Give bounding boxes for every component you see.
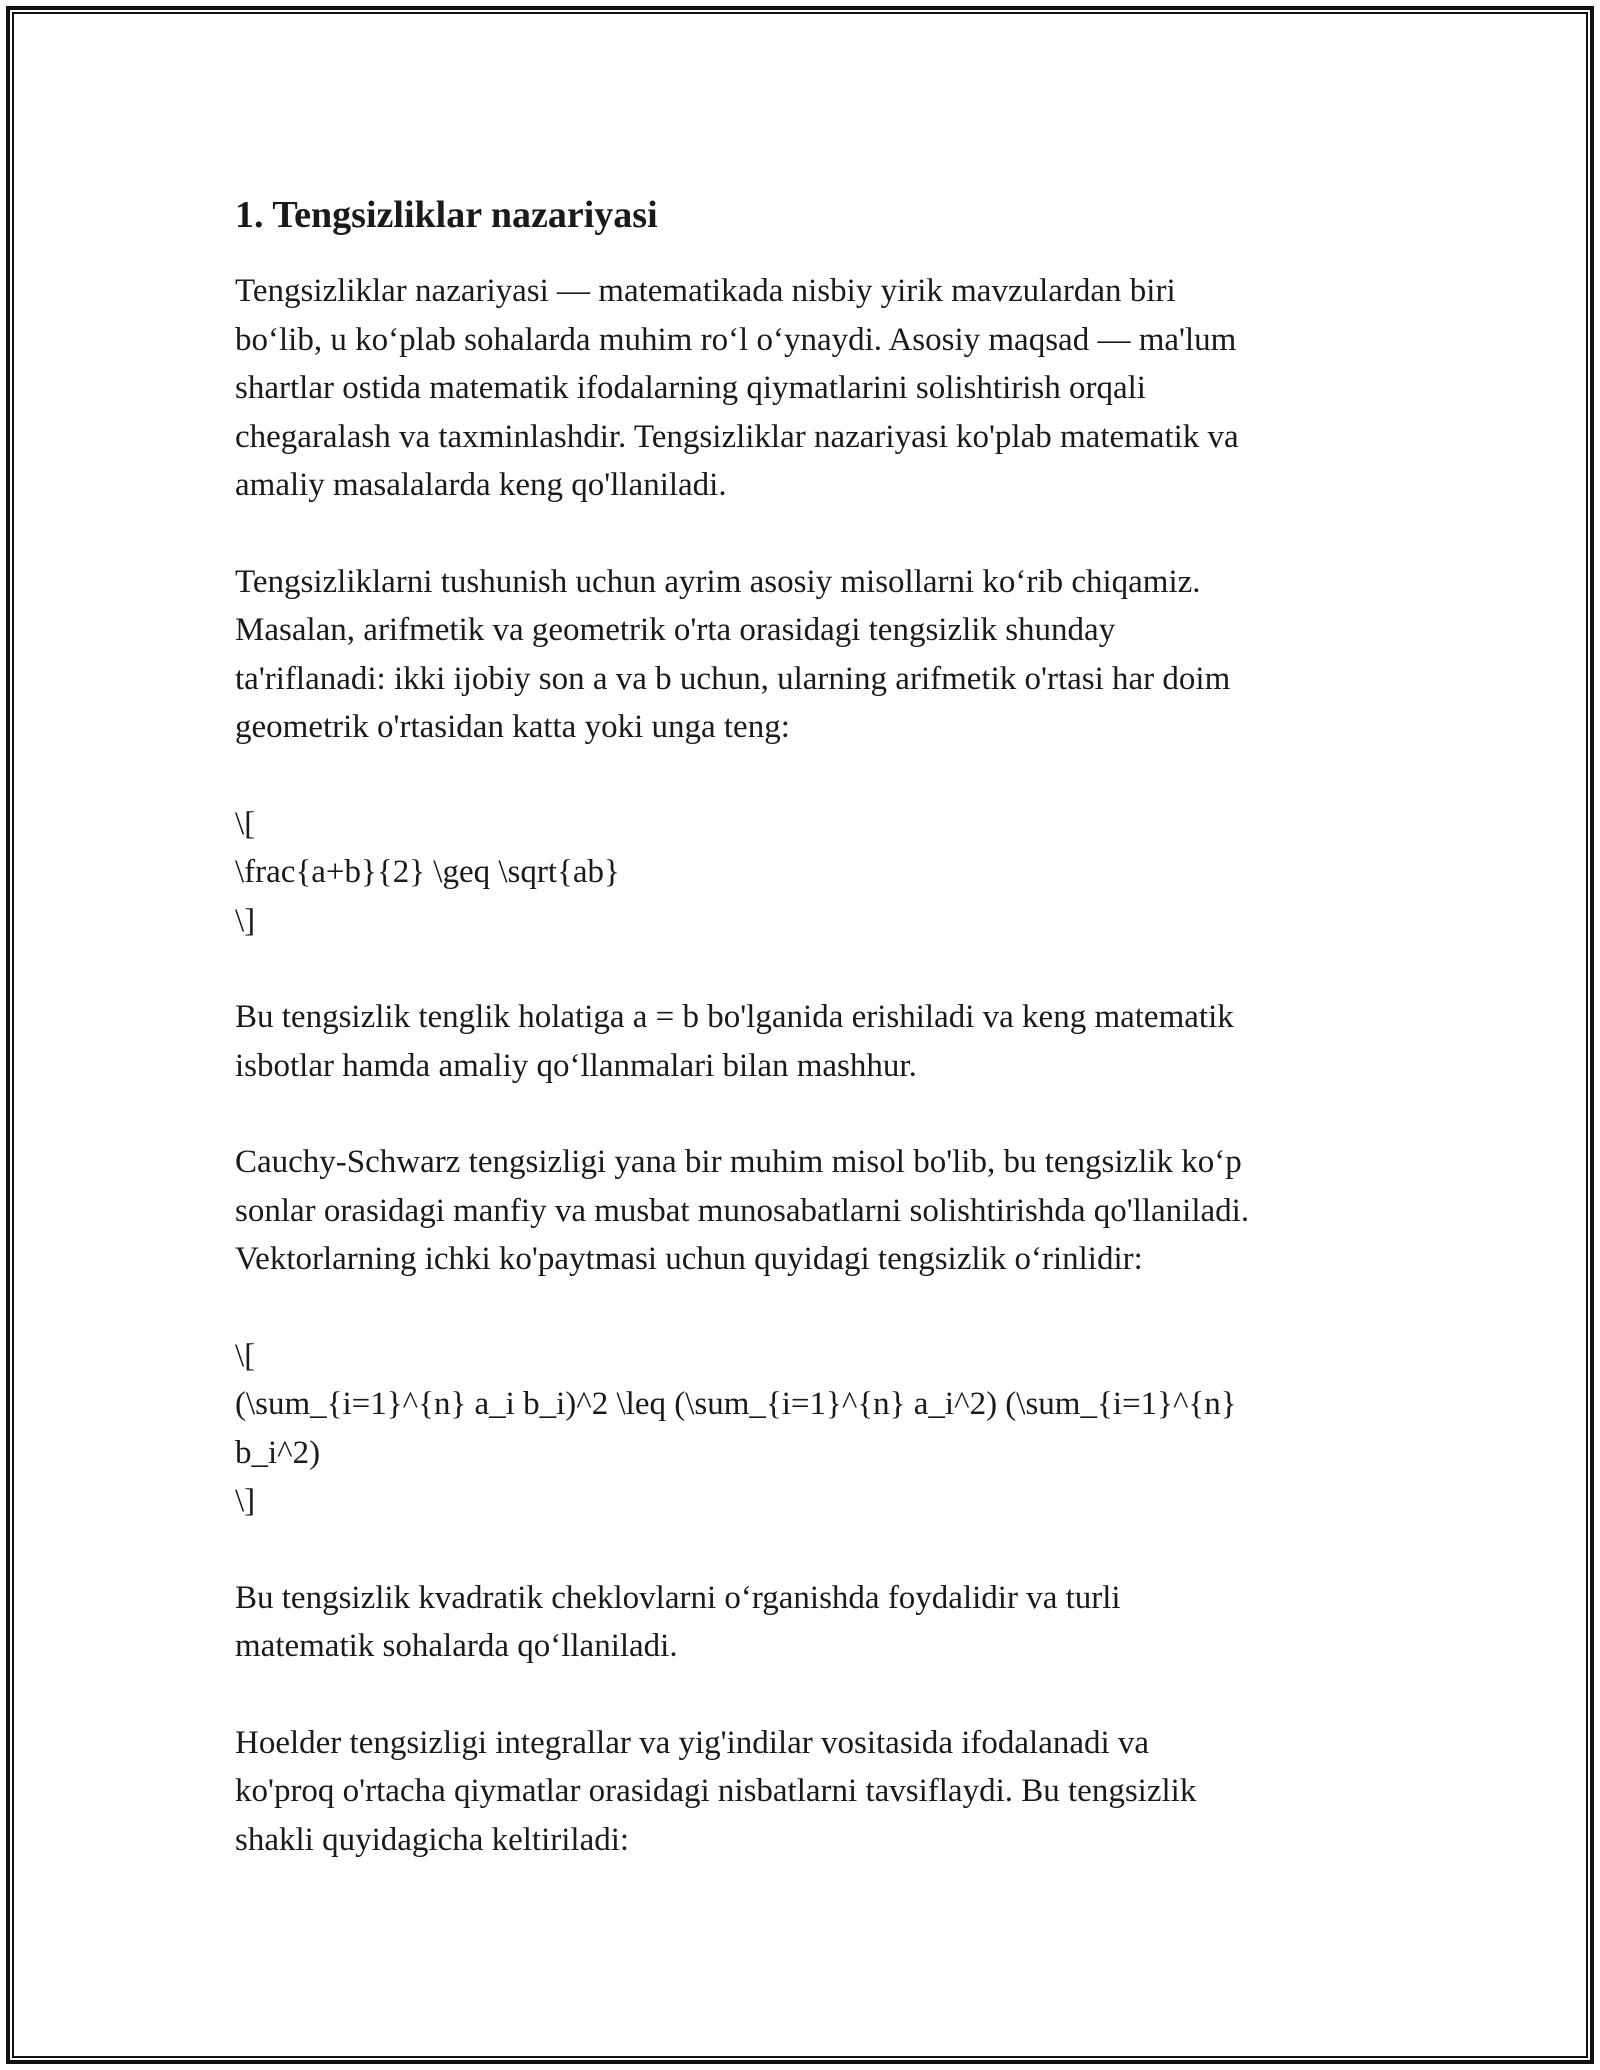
formula-line: \] <box>235 1483 256 1519</box>
text-line: isbotlar hamda amaliy qo‘llanmalari bilan mashhur. <box>235 1047 917 1084</box>
document-body <box>235 185 1385 1912</box>
paragraph-hoelder <box>235 1719 1385 1865</box>
text-line: geometrik o'rtasidan katta yoki unga teng: <box>235 709 790 745</box>
text-line: Bu tengsizlik kvadratik cheklovlarni o‘rganishda foydalidir va turli <box>235 1579 1121 1616</box>
text-line: shakli quyidagicha keltiriladi: <box>235 1821 630 1858</box>
formula-am-gm <box>235 800 1385 946</box>
paragraph-cauchy-schwarz <box>235 1138 1385 1284</box>
text-line: Tengsizliklar nazariyasi — matematikada nisbiy yirik mavzulardan biri <box>235 273 1176 309</box>
text-line: Masalan, arifmetik va geometrik o'rta orasidagi tengsizlik shunday <box>235 612 1116 648</box>
text-line: ko'proq o'rtacha qiymatlar orasidagi nisbatlarni tavsiflaydi. Bu tengsizlik <box>235 1773 1197 1809</box>
formula-line: b_i^2) <box>235 1434 321 1471</box>
paragraph-intro <box>235 267 1385 510</box>
text-line: matematik sohalarda qo‘llaniladi. <box>235 1628 678 1664</box>
paragraph-am-gm <box>235 558 1385 752</box>
text-line: Hoelder tengsizligi integrallar va yig'indilar vositasida ifodalanadi va <box>235 1724 1150 1761</box>
text-line: sonlar orasidagi manfiy va musbat munosabatlarni solishtirishda qo'llaniladi. <box>235 1192 1250 1229</box>
text-line: shartlar ostida matematik ifodalarning qiymatlarini solishtirish orqali <box>235 370 1146 406</box>
formula-line: (\sum_{i=1}^{n} a_i b_i)^2 \leq (\sum_{i=1}^{n} a_i^2) (\sum_{i=1}^{n} <box>235 1386 1237 1422</box>
formula-line: \[ <box>235 1337 256 1374</box>
text-line: ta'riflanadi: ikki ijobiy son a va b uchun, ularning arifmetik o'rtasi har doim <box>235 660 1231 697</box>
text-line: amaliy masalalarda keng qo'llaniladi. <box>235 467 727 503</box>
text-line: Vektorlarning ichki ko'paytmasi uchun quyidagi tengsizlik o‘rinlidir: <box>235 1241 1143 1277</box>
section-heading: 1. Tengsizliklar nazariyasi <box>235 194 658 236</box>
text-line: bo‘lib, u ko‘plab sohalarda muhim ro‘l o‘ynaydi. Asosiy maqsad — ma'lum <box>235 321 1237 358</box>
formula-line: \] <box>235 902 256 939</box>
formula-line: \frac{a+b}{2} \geq \sqrt{ab} <box>235 854 620 890</box>
paragraph-equality-case <box>235 993 1385 1090</box>
formula-cauchy-schwarz <box>235 1332 1385 1526</box>
formula-line: \[ <box>235 805 256 842</box>
text-line: Cauchy-Schwarz tengsizligi yana bir muhim misol bo'lib, bu tengsizlik ko‘p <box>235 1144 1242 1180</box>
paragraph-quadratic <box>235 1574 1385 1671</box>
text-line: Bu tengsizlik tenglik holatiga a = b bo'lganida erishiladi va keng matematik <box>235 999 1234 1035</box>
text-line: Tengsizliklarni tushunish uchun ayrim asosiy misollarni ko‘rib chiqamiz. <box>235 563 1201 600</box>
text-line: chegaralash va taxminlashdir. Tengsizliklar nazariyasi ko'plab matematik va <box>235 418 1239 455</box>
